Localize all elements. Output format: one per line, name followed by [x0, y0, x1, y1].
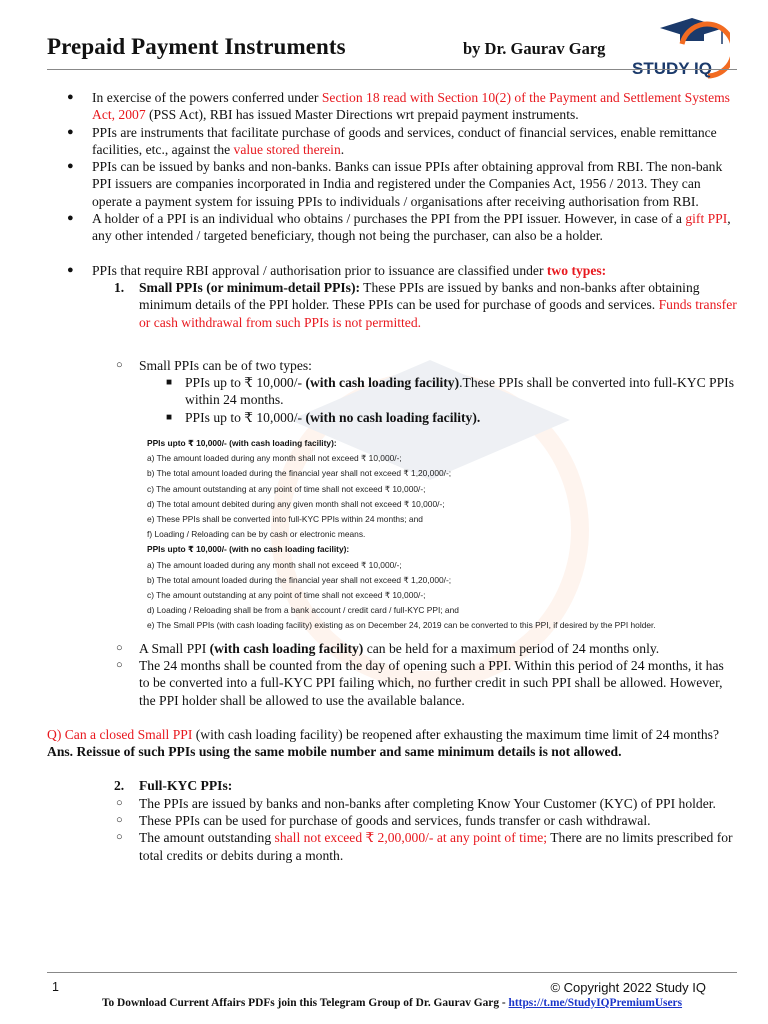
rules-heading: PPIs upto ₹ 10,000/- (with no cash loading facility):	[147, 544, 350, 555]
small-ppi-note-item	[47, 657, 737, 709]
rules-line: f) Loading / Reloading can be by cash or electronic means.	[147, 529, 366, 540]
highlighted-text: value stored therein	[233, 141, 341, 157]
telegram-link[interactable]: https://t.me/StudyIQPremiumUsers	[508, 997, 683, 1009]
highlighted-text: Section 18 read with Section 10(2) of the Payment and Settlement Systems Act, 2007	[92, 90, 730, 123]
small-ppis-item: 1. Small PPIs (or minimum-detail PPIs): These PPIs are issued by banks and non-banks after obtaining minimum details of the PPI holder. These PPIs can be used for purchase of goods and services. Funds transfer or cash withdrawal from such PPIs is not permitted.	[114, 279, 737, 330]
page-number: 1	[52, 980, 59, 994]
small-ppis-types-intro: ○ Small PPIs can be of two types:	[116, 357, 312, 373]
text-run: PPIs are instruments that facilitate purchase of goods and services, conduct of financial services, enable remittance facilities, etc., against the	[92, 124, 717, 157]
rules-line: d) Loading / Reloading shall be from a bank account / credit card / full-KYC PPI; and	[147, 605, 459, 616]
telegram-note	[47, 997, 737, 1009]
rules-heading: PPIs upto ₹ 10,000/- (with cash loading facility):	[147, 438, 337, 449]
small-ppi-type-item	[47, 409, 737, 426]
rules-line: e) These PPIs shall be converted into full-KYC PPIs within 24 months; and	[147, 514, 423, 525]
rules-line: c) The amount outstanding at any point of time shall not exceed ₹ 10,000/-;	[147, 483, 426, 494]
page-title: Prepaid Payment Instruments	[47, 34, 346, 59]
text-run: (with cash loading facility)	[209, 640, 364, 656]
small-ppi-note-item	[47, 640, 737, 657]
text-run: .These PPIs shall be converted into full-KYC PPIs within 24 months.	[185, 375, 734, 408]
text-run: PPIs up to ₹ 10,000/-	[185, 375, 306, 391]
rules-line: b) The total amount loaded during the financial year shall not exceed ₹ 1,20,000/-;	[147, 574, 452, 585]
text-run: can be held for a maximum period of 24 months only.	[363, 640, 660, 656]
text-run: PPIs that require RBI approval / authorisation prior to issuance are classified under	[92, 262, 547, 278]
bullet-marker-icon: ■	[166, 411, 173, 423]
bullet-marker-icon: ●	[67, 160, 74, 173]
highlighted-text: Q) Can a closed Small PPI	[47, 726, 193, 742]
text-run: (PSS Act), RBI has issued Master Directions wrt prepaid payment instruments.	[145, 107, 579, 123]
text-run: A holder of a PPI is an individual who obtains / purchases the PPI from the PPI issuer. However, in case of a	[92, 211, 686, 227]
rules-line: a) The amount loaded during any month shall not exceed ₹ 10,000/-;	[147, 559, 402, 570]
full-kyc-heading: 2. Full-KYC PPIs:	[114, 778, 233, 794]
text-run: (with cash loading facility) be reopened after exhausting the maximum time limit of 24 months?	[192, 726, 719, 742]
footer-divider	[47, 972, 737, 973]
text-run: PPIs up to ₹ 10,000/-	[185, 409, 306, 425]
text-run: PPIs can be issued by banks and non-banks. Banks can issue PPIs after obtaining approval from RBI. The non-bank PPI issuers are companies incorporated in India and registered under the Companies Act, 1956 / 2013. They can operate a payment system for issuing PPIs to individuals / organisations after receiving authorisation from RBI.	[92, 159, 723, 209]
bullet-marker-icon: ●	[67, 125, 74, 138]
rules-line: c) The amount outstanding at any point of time shall not exceed ₹ 10,000/-;	[147, 590, 426, 601]
telegram-text: To Download Current Affairs PDFs join this Telegram Group of Dr. Gaurav Garg -	[101, 997, 509, 1009]
small-ppi-type-item	[47, 374, 737, 409]
logo-text: STUDY IQ	[632, 59, 712, 78]
bullet-item	[47, 89, 737, 124]
bullet-marker-icon: ○	[116, 814, 123, 827]
bullet-marker-icon: ○	[116, 796, 123, 809]
bullet-item	[47, 210, 737, 245]
text-run: The amount outstanding	[139, 830, 275, 846]
bullet-item	[47, 158, 737, 210]
answer: Ans. Reissue of such PPIs using the same mobile number and same minimum details is not allowed.	[47, 744, 622, 760]
rules-line: e) The Small PPIs (with cash loading facility) existing as on December 24, 2019 can be converted to this PPI, if desired by the PPI holder.	[147, 620, 656, 631]
highlighted-text: shall not exceed ₹ 2,00,000/- at any point of time;	[274, 830, 548, 846]
author-byline: by Dr. Gaurav Garg	[463, 39, 606, 58]
studyiq-logo-icon	[630, 16, 730, 96]
rules-line: b) The total amount loaded during the financial year shall not exceed ₹ 1,20,000/-;	[147, 468, 452, 479]
full-kyc-item	[47, 795, 737, 812]
highlighted-text: Funds transfer or cash withdrawal from such PPIs is not permitted.	[139, 297, 737, 330]
copyright-text: © Copyright 2022 Study IQ	[550, 980, 706, 995]
text-run: .	[340, 141, 345, 157]
text-run: The 24 months shall be counted from the day of opening such a PPI. Within this period of 24 months, it has to be converted into a full-KYC PPI failing which, no further credit in such PPI shall be allowed. However, the PPI holder shall be allowed to use the available balance.	[139, 657, 724, 708]
text-run: There are no limits prescribed for total credits or debits during a month.	[139, 830, 733, 863]
rules-line: a) The amount loaded during any month shall not exceed ₹ 10,000/-;	[147, 453, 402, 464]
rules-line: d) The total amount debited during any given month shall not exceed ₹ 10,000/-;	[147, 498, 445, 509]
bullet-marker-icon: ○	[116, 658, 123, 671]
bullet-marker-icon: ●	[67, 91, 74, 103]
header-divider	[47, 69, 737, 70]
types-bullet: ● PPIs that require RBI approval / authorisation prior to issuance are classified under two types:	[67, 262, 607, 278]
bullet-marker-icon: ●	[67, 212, 74, 225]
text-run: These PPIs are issued by banks and non-banks after obtaining minimum details of the PPI holder. These PPIs can be used for purchase of goods and services.	[139, 279, 700, 313]
text-run: (with no cash loading facility).	[305, 409, 481, 425]
text-run: In exercise of the powers conferred under	[92, 90, 322, 105]
small-ppi-rules-box	[147, 436, 747, 634]
full-kyc-item	[47, 829, 737, 864]
main-content	[47, 89, 737, 864]
bullet-marker-icon: ■	[166, 377, 173, 389]
text-run: (with cash loading facility)	[305, 375, 460, 391]
text-run: The PPIs are issued by banks and non-banks after completing Know Your Customer (KYC) of PPI holder.	[139, 795, 716, 811]
bullet-marker-icon: ○	[116, 831, 123, 844]
text-run: , any other intended / targeted beneficiary, though not being the purchaser, can also be a holder.	[92, 211, 731, 244]
question	[47, 726, 737, 743]
text-run: A Small PPI	[139, 640, 210, 656]
text-run: These PPIs can be used for purchase of goods and services, funds transfer or cash withdrawal.	[139, 813, 651, 829]
bullet-marker-icon: ○	[116, 641, 123, 654]
highlighted-text: gift PPI	[685, 211, 728, 227]
text-run: Small PPIs (or minimum-detail PPIs):	[139, 279, 361, 295]
highlighted-text: two types:	[546, 262, 607, 278]
full-kyc-item	[47, 812, 737, 829]
bullet-item	[47, 124, 737, 159]
